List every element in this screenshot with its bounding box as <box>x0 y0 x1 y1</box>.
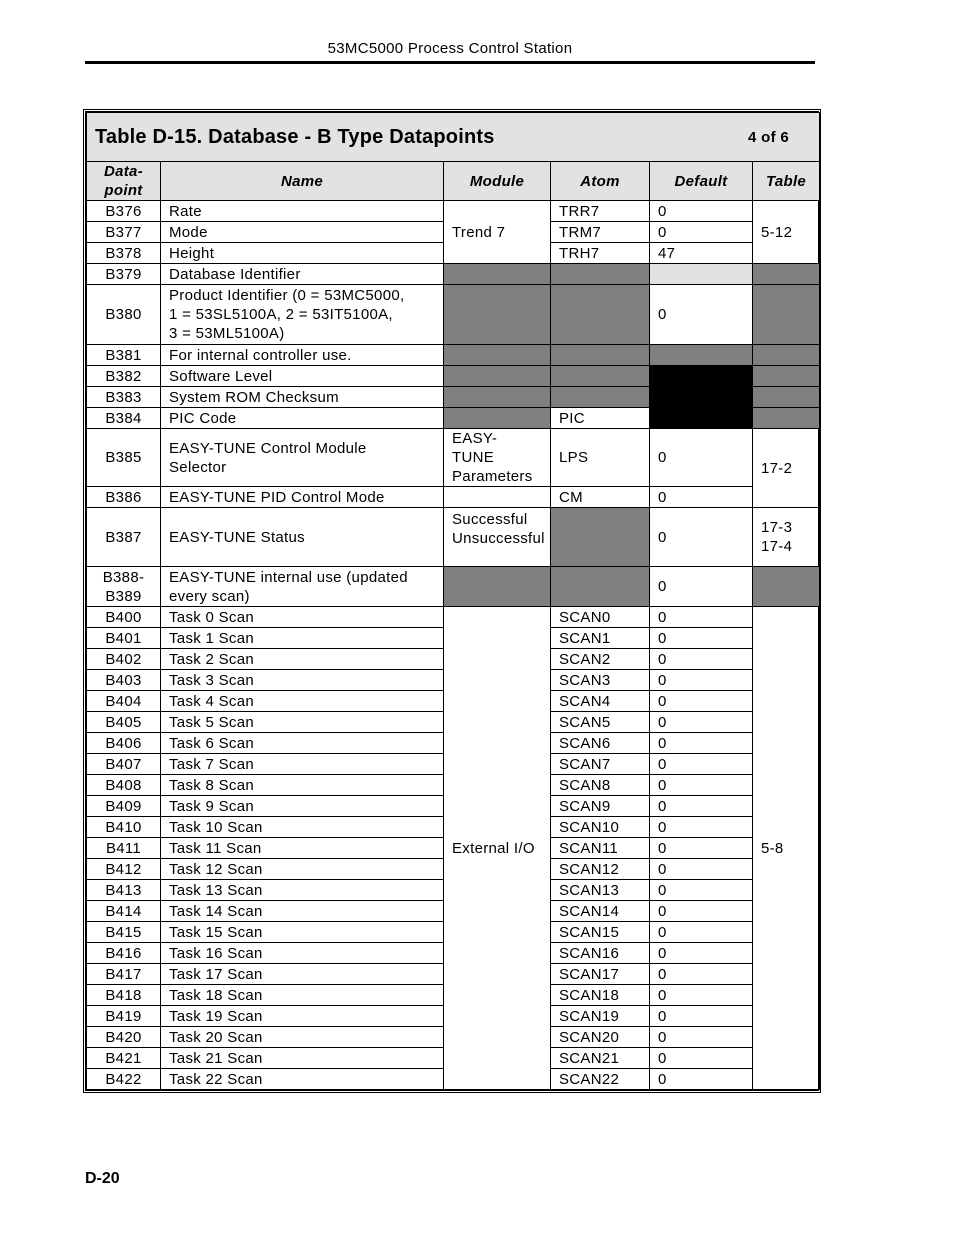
cell-name-line: EASY-TUNE internal use (updated <box>169 568 408 586</box>
cell-name: Task 11 Scan <box>161 838 444 859</box>
col-header-table: Table <box>753 162 820 201</box>
cell-table-ref <box>753 508 820 567</box>
cell-atom: SCAN2 <box>551 649 650 670</box>
cell-atom: SCAN4 <box>551 691 650 712</box>
cell-datapoint: B407 <box>87 754 161 775</box>
cell-default: 0 <box>650 201 753 222</box>
cell-datapoint: B414 <box>87 901 161 922</box>
cell-shaded <box>753 366 820 387</box>
cell-name: System ROM Checksum <box>161 387 444 408</box>
table-row <box>87 508 820 567</box>
table-row <box>87 201 820 222</box>
cell-default: 0 <box>650 817 753 838</box>
table-row <box>87 366 820 387</box>
cell-datapoint: B404 <box>87 691 161 712</box>
table-row <box>87 487 820 508</box>
cell-module-line: TUNE <box>452 449 495 466</box>
datapoint-table <box>86 112 820 1090</box>
cell-name: Task 8 Scan <box>161 775 444 796</box>
cell-default: 0 <box>650 796 753 817</box>
cell-atom: SCAN0 <box>551 607 650 628</box>
running-header: 53MC5000 Process Control Station <box>327 40 573 57</box>
cell-name: Task 3 Scan <box>161 670 444 691</box>
cell-atom: SCAN20 <box>551 1027 650 1048</box>
cell-datapoint: B385 <box>87 429 161 487</box>
cell-blackout <box>650 366 753 429</box>
cell-module-empty <box>444 487 551 508</box>
datapoint-table-box <box>85 111 819 1091</box>
cell-default: 0 <box>650 712 753 733</box>
cell-name: For internal controller use. <box>161 345 444 366</box>
cell-datapoint: B411 <box>87 838 161 859</box>
cell-module <box>444 508 551 567</box>
cell-table-ref: 5-8 <box>753 607 820 1090</box>
cell-atom: SCAN6 <box>551 733 650 754</box>
cell-default: 47 <box>650 243 753 264</box>
cell-atom: TRM7 <box>551 222 650 243</box>
cell-shaded <box>551 387 650 408</box>
cell-default: 0 <box>650 1048 753 1069</box>
cell-shaded <box>551 366 650 387</box>
cell-atom: SCAN1 <box>551 628 650 649</box>
table-page-indicator: 4 of 6 <box>748 128 790 146</box>
cell-atom: PIC <box>551 408 650 429</box>
cell-name: Task 15 Scan <box>161 922 444 943</box>
cell-datapoint: B418 <box>87 985 161 1006</box>
cell-default: 0 <box>650 943 753 964</box>
cell-datapoint: B413 <box>87 880 161 901</box>
cell-name: Software Level <box>161 366 444 387</box>
cell-shaded <box>444 408 551 429</box>
cell-name: PIC Code <box>161 408 444 429</box>
cell-name-line: 3 = 53ML5100A) <box>169 325 285 342</box>
cell-name: EASY-TUNE PID Control Mode <box>161 487 444 508</box>
cell-default: 0 <box>650 859 753 880</box>
header-rule <box>85 61 815 64</box>
cell-datapoint: B421 <box>87 1048 161 1069</box>
cell-shaded <box>753 285 820 345</box>
cell-default: 0 <box>650 429 753 487</box>
cell-atom: SCAN21 <box>551 1048 650 1069</box>
cell-module-line: EASY- <box>452 430 498 447</box>
cell-shaded <box>551 345 650 366</box>
cell-datapoint: B422 <box>87 1069 161 1090</box>
cell-name: Task 20 Scan <box>161 1027 444 1048</box>
cell-name: Task 14 Scan <box>161 901 444 922</box>
cell-name: Task 18 Scan <box>161 985 444 1006</box>
cell-atom: SCAN7 <box>551 754 650 775</box>
column-header-row <box>87 162 820 201</box>
cell-datapoint: B410 <box>87 817 161 838</box>
cell-datapoint: B420 <box>87 1027 161 1048</box>
cell-datapoint: B406 <box>87 733 161 754</box>
cell-shaded <box>444 264 551 285</box>
page-number: D-20 <box>85 1170 120 1187</box>
cell-atom: SCAN22 <box>551 1069 650 1090</box>
table-row <box>87 285 820 345</box>
cell-datapoint-line: B389 <box>105 587 142 605</box>
cell-datapoint: B416 <box>87 943 161 964</box>
cell-atom: SCAN3 <box>551 670 650 691</box>
cell-name: Task 13 Scan <box>161 880 444 901</box>
cell-shaded <box>753 567 820 607</box>
cell-shaded <box>444 567 551 607</box>
cell-datapoint: B402 <box>87 649 161 670</box>
cell-atom: SCAN14 <box>551 901 650 922</box>
cell-datapoint: B380 <box>87 285 161 345</box>
cell-datapoint: B383 <box>87 387 161 408</box>
cell-default: 0 <box>650 901 753 922</box>
cell-shaded <box>444 345 551 366</box>
cell-name: Task 19 Scan <box>161 1006 444 1027</box>
cell-default: 0 <box>650 222 753 243</box>
cell-table-ref: 5-12 <box>753 201 820 264</box>
cell-name-line: 1 = 53SL5100A, 2 = 53IT5100A, <box>169 306 393 323</box>
cell-name: Task 16 Scan <box>161 943 444 964</box>
cell-name-line: Product Identifier (0 = 53MC5000, <box>169 287 405 304</box>
cell-atom: SCAN5 <box>551 712 650 733</box>
cell-module: External I/O <box>444 607 551 1090</box>
cell-default: 0 <box>650 1027 753 1048</box>
cell-default: 0 <box>650 567 753 607</box>
cell-default: 0 <box>650 649 753 670</box>
table-row <box>87 567 820 607</box>
cell-module: Trend 7 <box>444 201 551 264</box>
cell-name: Mode <box>161 222 444 243</box>
cell-datapoint: B384 <box>87 408 161 429</box>
title-row <box>87 113 820 162</box>
cell-atom: SCAN8 <box>551 775 650 796</box>
cell-default: 0 <box>650 775 753 796</box>
cell-shaded <box>753 264 820 285</box>
cell-default: 0 <box>650 508 753 567</box>
cell-atom: SCAN17 <box>551 964 650 985</box>
cell-shaded <box>551 508 650 567</box>
table-row <box>87 607 820 628</box>
cell-table-ref-line: 17-4 <box>761 538 793 555</box>
cell-default: 0 <box>650 754 753 775</box>
cell-datapoint: B403 <box>87 670 161 691</box>
cell-atom: LPS <box>551 429 650 487</box>
cell-atom: TRR7 <box>551 201 650 222</box>
table-row <box>87 429 820 487</box>
cell-atom: SCAN18 <box>551 985 650 1006</box>
cell-name: Task 22 Scan <box>161 1069 444 1090</box>
cell-atom: SCAN10 <box>551 817 650 838</box>
cell-atom: SCAN15 <box>551 922 650 943</box>
cell-name <box>161 429 444 487</box>
cell-datapoint: B387 <box>87 508 161 567</box>
cell-name: Rate <box>161 201 444 222</box>
cell-shaded-light <box>650 264 753 285</box>
cell-shaded <box>551 285 650 345</box>
cell-datapoint: B400 <box>87 607 161 628</box>
cell-name: Database Identifier <box>161 264 444 285</box>
cell-default: 0 <box>650 607 753 628</box>
cell-datapoint: B417 <box>87 964 161 985</box>
cell-default: 0 <box>650 985 753 1006</box>
cell-default: 0 <box>650 628 753 649</box>
cell-name: Height <box>161 243 444 264</box>
cell-atom: SCAN11 <box>551 838 650 859</box>
cell-atom: CM <box>551 487 650 508</box>
cell-name: Task 7 Scan <box>161 754 444 775</box>
cell-datapoint: B381 <box>87 345 161 366</box>
col-header-module: Module <box>444 162 551 201</box>
cell-module-line: Successful <box>452 511 528 528</box>
cell-datapoint: B401 <box>87 628 161 649</box>
cell-default: 0 <box>650 922 753 943</box>
table-row <box>87 345 820 366</box>
cell-default: 0 <box>650 285 753 345</box>
cell-default: 0 <box>650 1006 753 1027</box>
cell-default: 0 <box>650 880 753 901</box>
cell-table-ref: 17-2 <box>753 429 820 508</box>
cell-module-line: Parameters <box>452 468 533 485</box>
cell-module-line: Unsuccessful <box>452 530 545 547</box>
cell-name: Task 5 Scan <box>161 712 444 733</box>
cell-atom: SCAN16 <box>551 943 650 964</box>
cell-datapoint: B405 <box>87 712 161 733</box>
cell-atom: SCAN19 <box>551 1006 650 1027</box>
cell-datapoint: B379 <box>87 264 161 285</box>
cell-datapoint: B409 <box>87 796 161 817</box>
cell-name: Task 2 Scan <box>161 649 444 670</box>
cell-name-line: Selector <box>169 458 227 476</box>
cell-name: Task 1 Scan <box>161 628 444 649</box>
cell-name-line: every scan) <box>169 587 250 605</box>
cell-default: 0 <box>650 487 753 508</box>
cell-datapoint: B386 <box>87 487 161 508</box>
cell-name: Task 21 Scan <box>161 1048 444 1069</box>
cell-datapoint: B415 <box>87 922 161 943</box>
cell-shaded <box>753 387 820 408</box>
cell-atom: SCAN13 <box>551 880 650 901</box>
cell-datapoint: B412 <box>87 859 161 880</box>
cell-atom: SCAN12 <box>551 859 650 880</box>
col-header-name: Name <box>161 162 444 201</box>
cell-name <box>161 567 444 607</box>
cell-shaded <box>444 387 551 408</box>
cell-default: 0 <box>650 1069 753 1090</box>
col-header-datapoint-line: point <box>104 182 143 199</box>
cell-datapoint-line: B388- <box>102 568 145 586</box>
cell-shaded <box>551 264 650 285</box>
cell-atom: TRH7 <box>551 243 650 264</box>
table-title: Table D-15. Database - B Type Datapoints <box>95 125 495 148</box>
cell-name: Task 17 Scan <box>161 964 444 985</box>
cell-table-ref-line: 17-3 <box>761 519 793 536</box>
cell-name-line: EASY-TUNE Control Module <box>169 439 367 457</box>
cell-name: EASY-TUNE Status <box>161 508 444 567</box>
cell-default: 0 <box>650 670 753 691</box>
cell-name: Task 6 Scan <box>161 733 444 754</box>
col-header-default: Default <box>650 162 753 201</box>
cell-shaded <box>650 345 753 366</box>
cell-default: 0 <box>650 691 753 712</box>
cell-default: 0 <box>650 964 753 985</box>
cell-default: 0 <box>650 838 753 859</box>
col-header-datapoint-line: Data- <box>103 163 143 180</box>
cell-datapoint: B377 <box>87 222 161 243</box>
col-header-datapoint <box>87 162 161 201</box>
cell-datapoint <box>87 567 161 607</box>
cell-atom: SCAN9 <box>551 796 650 817</box>
cell-name <box>161 285 444 345</box>
cell-name: Task 0 Scan <box>161 607 444 628</box>
cell-shaded <box>753 345 820 366</box>
cell-datapoint: B408 <box>87 775 161 796</box>
table-row <box>87 264 820 285</box>
cell-shaded <box>551 567 650 607</box>
cell-name: Task 4 Scan <box>161 691 444 712</box>
cell-shaded <box>444 285 551 345</box>
cell-datapoint: B419 <box>87 1006 161 1027</box>
cell-shaded <box>753 408 820 429</box>
cell-name: Task 10 Scan <box>161 817 444 838</box>
cell-default: 0 <box>650 733 753 754</box>
cell-datapoint: B376 <box>87 201 161 222</box>
cell-datapoint: B378 <box>87 243 161 264</box>
cell-name: Task 9 Scan <box>161 796 444 817</box>
cell-datapoint: B382 <box>87 366 161 387</box>
cell-module <box>444 429 551 487</box>
cell-shaded <box>444 366 551 387</box>
cell-name: Task 12 Scan <box>161 859 444 880</box>
col-header-atom: Atom <box>551 162 650 201</box>
